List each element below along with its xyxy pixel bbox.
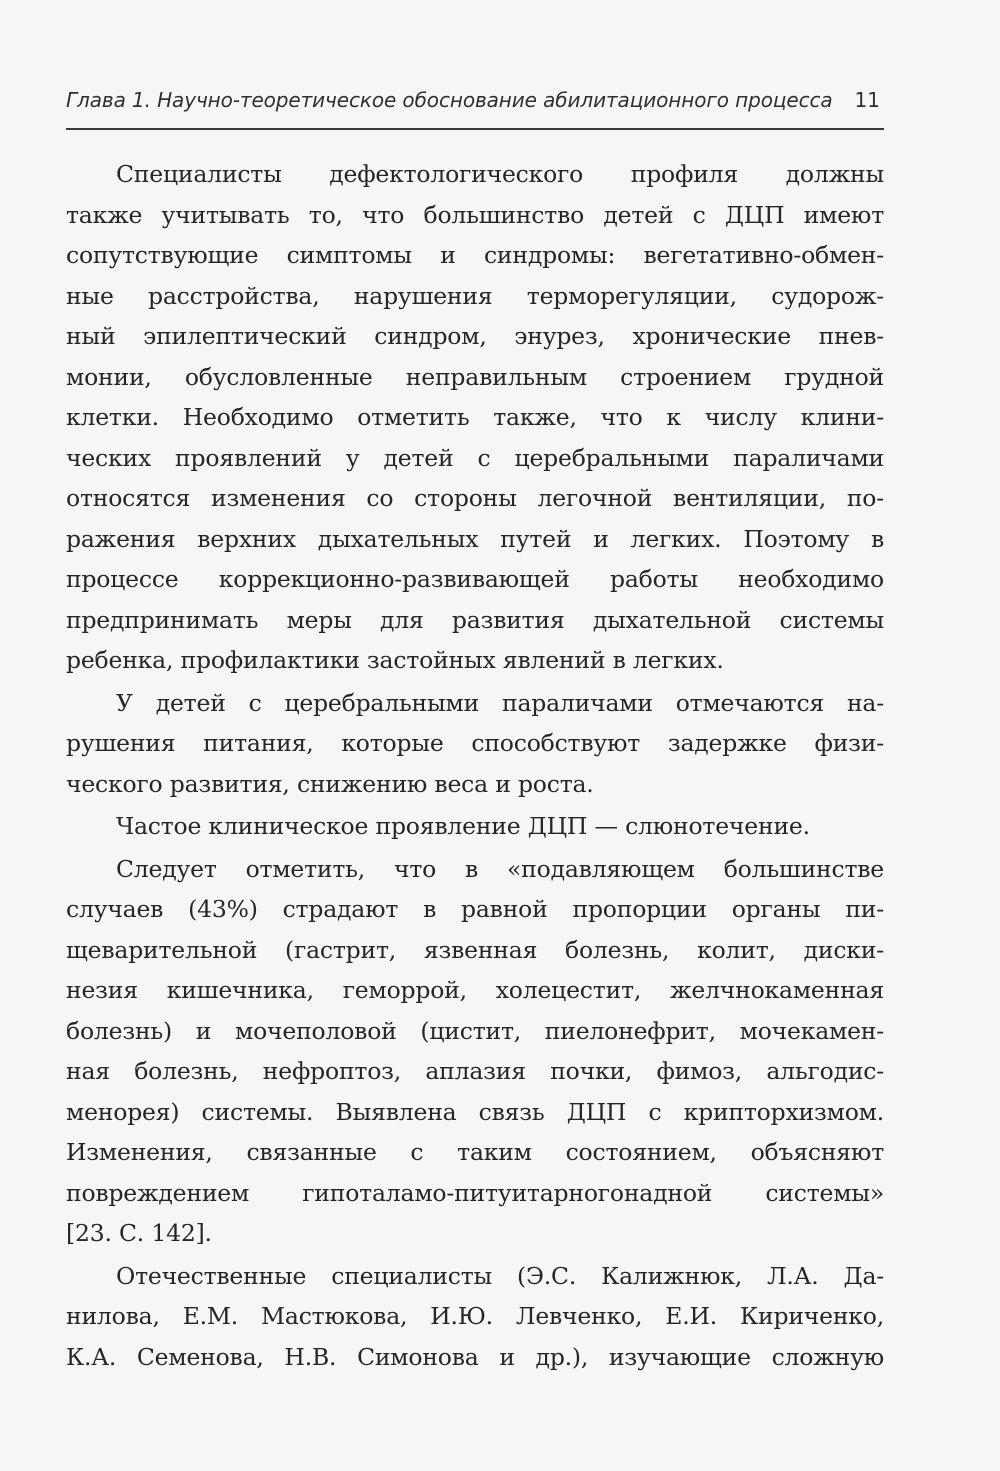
text-line: нилова, Е.М. Мастюкова, И.Ю. Левченко, Е.И. Кириченко,	[66, 1302, 884, 1330]
paragraph	[66, 683, 884, 805]
text-line: также учитывать то, что большинство детей с ДЦП имеют	[66, 200, 884, 229]
text-line: ческих проявлений у детей с церебральными параличами	[66, 443, 884, 472]
text-line: монии, обусловленные неправильным строением грудной	[66, 362, 884, 391]
text-line: болезнь) и мочеполовой (цистит, пиелонефрит, мочекамен-	[66, 1016, 884, 1045]
text-line: случаев (43%) страдают в равной пропорции органы пи-	[66, 895, 884, 923]
text-line: У детей с церебральными параличами отмечаются на-	[116, 688, 884, 717]
text-line: Изменения, связанные с таким состоянием, объясняют	[66, 1138, 884, 1166]
text-line: предпринимать меры для развития дыхательной системы	[66, 605, 884, 634]
paragraph	[66, 849, 884, 1254]
body-text	[66, 154, 884, 1377]
running-header	[66, 84, 884, 130]
text-line: повреждением гипоталамо-питуитарногонадной системы»	[66, 1178, 884, 1207]
text-line: ческого развития, снижению веса и роста.	[66, 769, 594, 798]
text-line: Специалисты дефектологического профиля должны	[116, 160, 884, 188]
text-line: Следует отметить, что в «подавляющем большинстве	[116, 854, 884, 883]
paragraph	[66, 806, 884, 847]
text-line: процессе коррекционно-развивающей работы необходимо	[66, 565, 884, 593]
text-line: незия кишечника, геморрой, холецестит, желчнокаменная	[66, 976, 884, 1004]
text-line: ный эпилептический синдром, энурез, хронические пнев-	[66, 322, 884, 350]
text-line: [23. С. 142].	[66, 1219, 212, 1247]
text-line: сопутствующие симптомы и синдромы: вегетативно-обмен-	[66, 241, 884, 269]
text-line: рушения питания, которые способствуют задержке физи-	[66, 729, 884, 757]
paragraph	[66, 154, 884, 681]
text-line: ражения верхних дыхательных путей и легких. Поэтому в	[66, 524, 884, 553]
text-line: щеварительной (гастрит, язвенная болезнь, колит, диски-	[66, 935, 884, 964]
paragraph	[66, 1256, 884, 1378]
page-number: 11	[854, 88, 880, 112]
text-line: К.А. Семенова, Н.В. Симонова и др.), изучающие сложную	[66, 1342, 884, 1371]
text-line: ная болезнь, нефроптоз, аплазия почки, фимоз, альгодис-	[66, 1057, 884, 1085]
text-line: ребенка, профилактики застойных явлений в легких.	[66, 646, 724, 674]
text-line: менорея) системы. Выявлена связь ДЦП с крипторхизмом.	[66, 1097, 884, 1126]
text-line: относятся изменения со стороны легочной вентиляции, по-	[66, 484, 884, 512]
text-line: Частое клиническое проявление ДЦП — слюнотечение.	[116, 812, 810, 840]
text-line: Отечественные специалисты (Э.С. Калижнюк, Л.А. Да-	[116, 1261, 884, 1290]
text-line: клетки. Необходимо отметить также, что к числу клини-	[66, 403, 884, 431]
chapter-title: Глава 1. Научно-теоретическое обоснование абилитационного процесса	[66, 88, 833, 112]
text-line: ные расстройства, нарушения терморегуляции, судорож-	[66, 281, 884, 310]
